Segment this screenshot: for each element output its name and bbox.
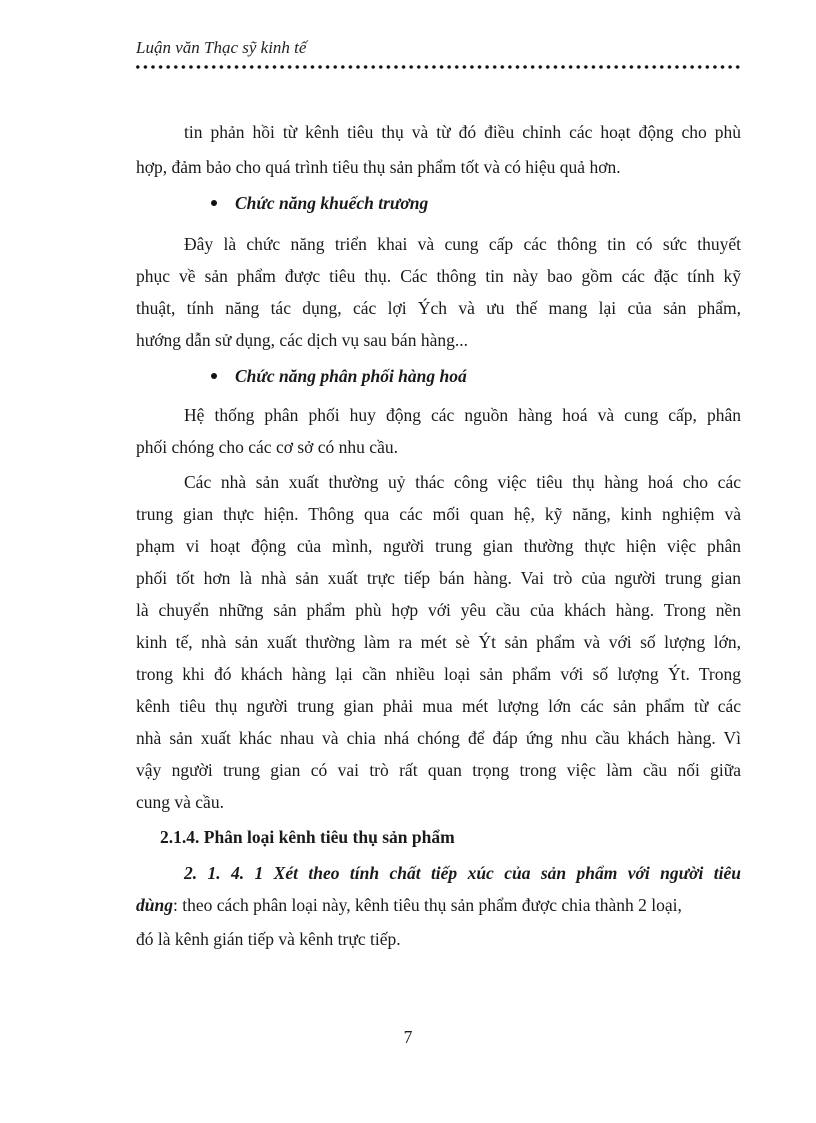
paragraph3-line: Hệ thống phân phối huy động các nguồn hàng hoá và cung cấp, phân [184,405,741,425]
paragraph4-line: phạm vi hoạt động của mình, người trung gian thường thực hiện việc phân [136,536,741,556]
paragraph2-line: Đây là chức năng triển khai và cung cấp các thông tin có sức thuyết [184,234,741,254]
section-heading: 2.1.4. Phân loại kênh tiêu thụ sản phẩm [160,827,455,847]
paragraph4-line: vậy người trung gian có vai trò rất quan trọng trong việc làm cầu nối giữa [136,760,741,780]
paragraph4-line: nhà sản xuất khác nhau và chia nhá chóng để đáp ứng nhu cầu khách hàng. Vì [136,728,741,748]
running-header: Luận văn Thạc sỹ kinh tế [136,38,307,57]
paragraph4-line: phối tốt hơn là nhà sản xuất trực tiếp bán hàng. Vai trò của người trung gian [136,568,741,588]
paragraph4-line: kinh tế, nhà sản xuất thường làm ra mét sè Ýt sản phẩm và với số lượng lớn, [136,632,741,652]
paragraph4-line: trung gian thực hiện. Thông qua các mối quan hệ, kỹ năng, kinh nghiệm và [136,504,741,524]
paragraph4-line: kênh tiêu thụ người trung gian phải mua mét lượng lớn các sản phẩm từ các [136,696,741,716]
paragraph1-line: tin phản hồi từ kênh tiêu thụ và từ đó điều chỉnh các hoạt động cho phù [184,122,741,142]
paragraph2-line: thuật, tính năng tác dụng, các lợi Ých và ưu thế mang lại của sản phẩm, [136,298,741,318]
header-dotted-rule [134,64,742,70]
paragraph2-line: phục về sản phẩm được tiêu thụ. Các thông tin này bao gồm các đặc tính kỹ [136,266,741,286]
subsection-text: : theo cách phân loại này, kênh tiêu thụ sản phẩm được chia thành 2 loại, [172,895,682,915]
subsection-line [136,895,682,915]
subsection-heading-end: dùng [136,895,173,915]
paragraph4-line: Các nhà sản xuất thường uỷ thác công việc tiêu thụ hàng hoá cho các [184,472,741,492]
subsection-line: đó là kênh gián tiếp và kênh trực tiếp. [136,929,401,949]
bullet-label: Chức năng phân phối hàng hoá [235,366,467,386]
subsection-heading: 2. 1. 4. 1 Xét theo tính chất tiếp xúc của sản phẩm với người tiêu [184,863,741,883]
paragraph4-line: cung và cầu. [136,792,224,812]
paragraph1-line: hợp, đảm bảo cho quá trình tiêu thụ sản phẩm tốt và có hiệu quả hơn. [136,157,621,177]
paragraph4-line: trong khi đó khách hàng lại cần nhiều loại sản phẩm với số lượng Ýt. Trong [136,664,741,684]
paragraph2-line: hướng dẫn sử dụng, các dịch vụ sau bán hàng... [136,330,468,350]
bullet-label: Chức năng khuếch trương [235,193,429,213]
bullet-icon [211,373,217,379]
bullet-icon [211,200,217,206]
paragraph4-line: là chuyển những sản phẩm phù hợp với yêu cầu của khách hàng. Trong nền [136,600,741,620]
page-number: 7 [403,1027,413,1047]
paragraph3-line: phối chóng cho các cơ sở có nhu cầu. [136,437,398,457]
